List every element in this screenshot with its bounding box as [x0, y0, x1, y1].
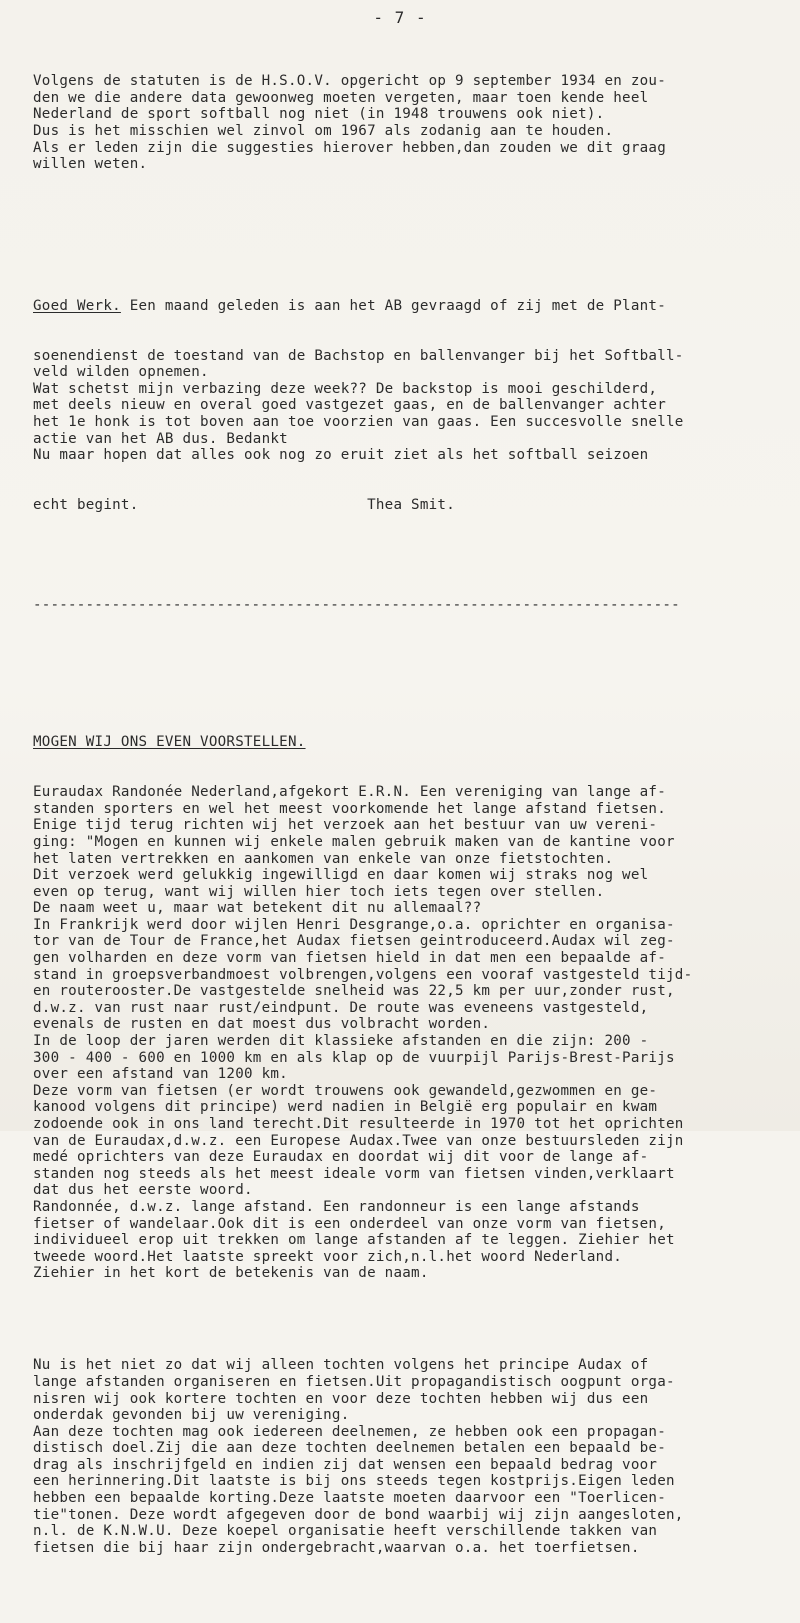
- text-line: standen nog steeds als het meest ideale vorm van fietsen vinden,verklaart: [33, 1165, 675, 1182]
- text-line: medé oprichters van deze Euraudax en doordat wij dit voor de lange af-: [33, 1149, 649, 1166]
- text-line: Nu is het niet zo dat wij alleen tochten volgens het principe Audax of: [33, 1357, 649, 1374]
- text-line: Randonnée, d.w.z. lange afstand. Een randonneur is een lange afstands: [33, 1198, 640, 1215]
- text-line: Euraudax Randonée Nederland,afgekort E.R.N. Een vereniging van lange af-: [33, 784, 666, 801]
- signature: Thea Smit.: [367, 497, 456, 514]
- section-divider: --------------------------------------------------------------------------: [33, 596, 680, 613]
- text-line: nisren wij ook kortere tochten en voor deze tochten hebben wij dus een: [33, 1390, 649, 1407]
- text-line: Ziehier in het kort de betekenis van de naam.: [33, 1265, 429, 1282]
- text-line: Nu maar hopen dat alles ook nog zo eruit ziet als het softball seizoen: [33, 447, 649, 464]
- text-line: den we die andere data gewoonweg moeten vergeten, maar toen kende heel: [33, 89, 649, 106]
- text-line: fietser of wandelaar.Ook dit is een onderdeel van onze vorm van fietsen,: [33, 1215, 666, 1232]
- text-line: tweede woord.Het laatste spreekt voor zich,n.l.het woord Nederland.: [33, 1248, 623, 1265]
- text-line: fietsen die bij haar zijn ondergebracht,waarvan o.a. het toerfietsen.: [33, 1539, 640, 1556]
- text-line: Als er leden zijn die suggesties hierover hebben,dan zouden we dit graag: [33, 139, 666, 156]
- text-line: Wat schetst mijn verbazing deze week?? De backstop is mooi geschilderd,: [33, 380, 658, 397]
- text-line: het 1e honk is tot boven aan toe voorzien van gaas. Een succesvolle snelle: [33, 414, 684, 431]
- text-line: soenendienst de toestand van de Bachstop en ballenvanger bij het Softball-: [33, 347, 684, 364]
- text-line: over een afstand van 1200 km.: [33, 1066, 288, 1083]
- text-line: een herinnering.Dit laatste is bij ons steeds tegen kostprijs.Eigen leden: [33, 1473, 675, 1490]
- text-line: met deels nieuw en overal goed vastgezet gaas, en de ballenvanger achter: [33, 397, 666, 414]
- text-line: willen weten.: [33, 156, 148, 173]
- text-line: Aan deze tochten mag ook iedereen deelnemen, ze hebben ook een propagan-: [33, 1423, 666, 1440]
- statutes-paragraph: [33, 73, 773, 173]
- introduction-article: [33, 701, 773, 1589]
- text-line: veld wilden opnemen.: [33, 364, 209, 381]
- text-line: tor van de Tour de France,het Audax fietsen geintroduceerd.Audax wil zeg-: [33, 933, 675, 950]
- text-line: distisch doel.Zij die aan deze tochten deelnemen betalen een bepaald be-: [33, 1440, 666, 1457]
- text-line: In Frankrijk werd door wijlen Henri Desgrange,o.a. oprichter en organisa-: [33, 916, 675, 933]
- text-line: actie van het AB dus. Bedankt: [33, 430, 288, 447]
- goed-werk-heading: Goed Werk.: [33, 297, 121, 314]
- text-line: n.l. de K.N.W.U. Deze koepel organisatie heeft verschillende takken van: [33, 1523, 658, 1540]
- text-line: Nederland de sport softball nog niet (in 1948 trouwens ook niet).: [33, 106, 605, 123]
- text-line: lange afstanden organiseren en fietsen.Uit propagandistisch oogpunt orga-: [33, 1373, 675, 1390]
- article-heading: MOGEN WIJ ONS EVEN VOORSTELLEN.: [33, 734, 306, 751]
- text-line: individueel erop uit trekken om lange afstanden af te leggen. Ziehier het: [33, 1232, 675, 1249]
- text-line: stand in groepsverbandmoest volbrengen,volgens een vooraf vastgesteld tijd-: [33, 966, 693, 983]
- goed-werk-first-line: Een maand geleden is aan het AB gevraagd of zij met de Plant-: [120, 297, 667, 314]
- text-line: het laten vertrekken en aankomen van enkele van onze fietstochten.: [33, 850, 614, 867]
- goed-werk-last-line: echt begint.: [33, 497, 139, 514]
- text-line: evenals de rusten en dat moest dus volbracht worden.: [33, 1016, 491, 1033]
- text-line: Enige tijd terug richten wij het verzoek aan het bestuur van uw vereni-: [33, 817, 658, 834]
- text-line: Dus is het misschien wel zinvol om 1967 als zodanig aan te houden.: [33, 122, 614, 139]
- text-line: standen sporters en wel het meest voorkomende het lange afstand fietsen.: [33, 800, 666, 817]
- text-line: De naam weet u, maar wat betekent dit nu allemaal??: [33, 900, 482, 917]
- text-line: d.w.z. van rust naar rust/eindpunt. De route was eveneens vastgesteld,: [33, 999, 649, 1016]
- text-line: zodoende ook in ons land terecht.Dit resulteerde in 1970 tot het oprichten: [33, 1116, 684, 1132]
- text-line: Dit verzoek werd gelukkig ingewilligd en daar komen wij straks nog wel: [33, 867, 649, 884]
- text-line: tie"tonen. Deze wordt afgegeven door de bond waarbij wij zijn aangesloten,: [33, 1506, 684, 1523]
- document-body: [33, 40, 773, 1623]
- text-line: In de loop der jaren werden dit klassieke afstanden en die zijn: 200 -: [33, 1033, 649, 1050]
- text-line: onderdak gevonden bij uw vereniging.: [33, 1407, 350, 1424]
- text-line: Deze vorm van fietsen (er wordt trouwens ook gewandeld,gezwommen en ge-: [33, 1082, 658, 1099]
- text-line: dat dus het eerste woord.: [33, 1182, 253, 1199]
- text-line: drag als inschrijfgeld en indien zij dat wensen een bepaald bedrag voor: [33, 1456, 658, 1473]
- text-line: even op terug, want wij willen hier toch iets tegen over stellen.: [33, 883, 605, 900]
- goed-werk-paragraph: [33, 265, 773, 547]
- text-line: en routerooster.De vastgestelde snelheid was 22,5 km per uur,zonder rust,: [33, 983, 675, 1000]
- text-line: hebben een bepaalde korting.Deze laatste moeten daarvoor een "Toerlicen-: [33, 1490, 666, 1507]
- text-line: Volgens de statuten is de H.S.O.V. opgericht op 9 september 1934 en zou-: [33, 73, 666, 90]
- text-line: ging: "Mogen en kunnen wij enkele malen gebruik maken van de kantine voor: [33, 833, 675, 850]
- text-line: kanood volgens dit principe) werd nadien in België erg populair en kwam: [33, 1099, 658, 1116]
- text-line: gen volharden en deze vorm van fietsen hield in dat men een bepaalde af-: [33, 950, 666, 967]
- page-number: - 7 -: [373, 8, 427, 27]
- text-line: van de Euraudax,d.w.z. een Europese Audax.Twee van onze bestuursleden zijn: [33, 1132, 684, 1149]
- text-line: 300 - 400 - 600 en 1000 km en als klap op de vuurpijl Parijs-Brest-Parijs: [33, 1049, 675, 1066]
